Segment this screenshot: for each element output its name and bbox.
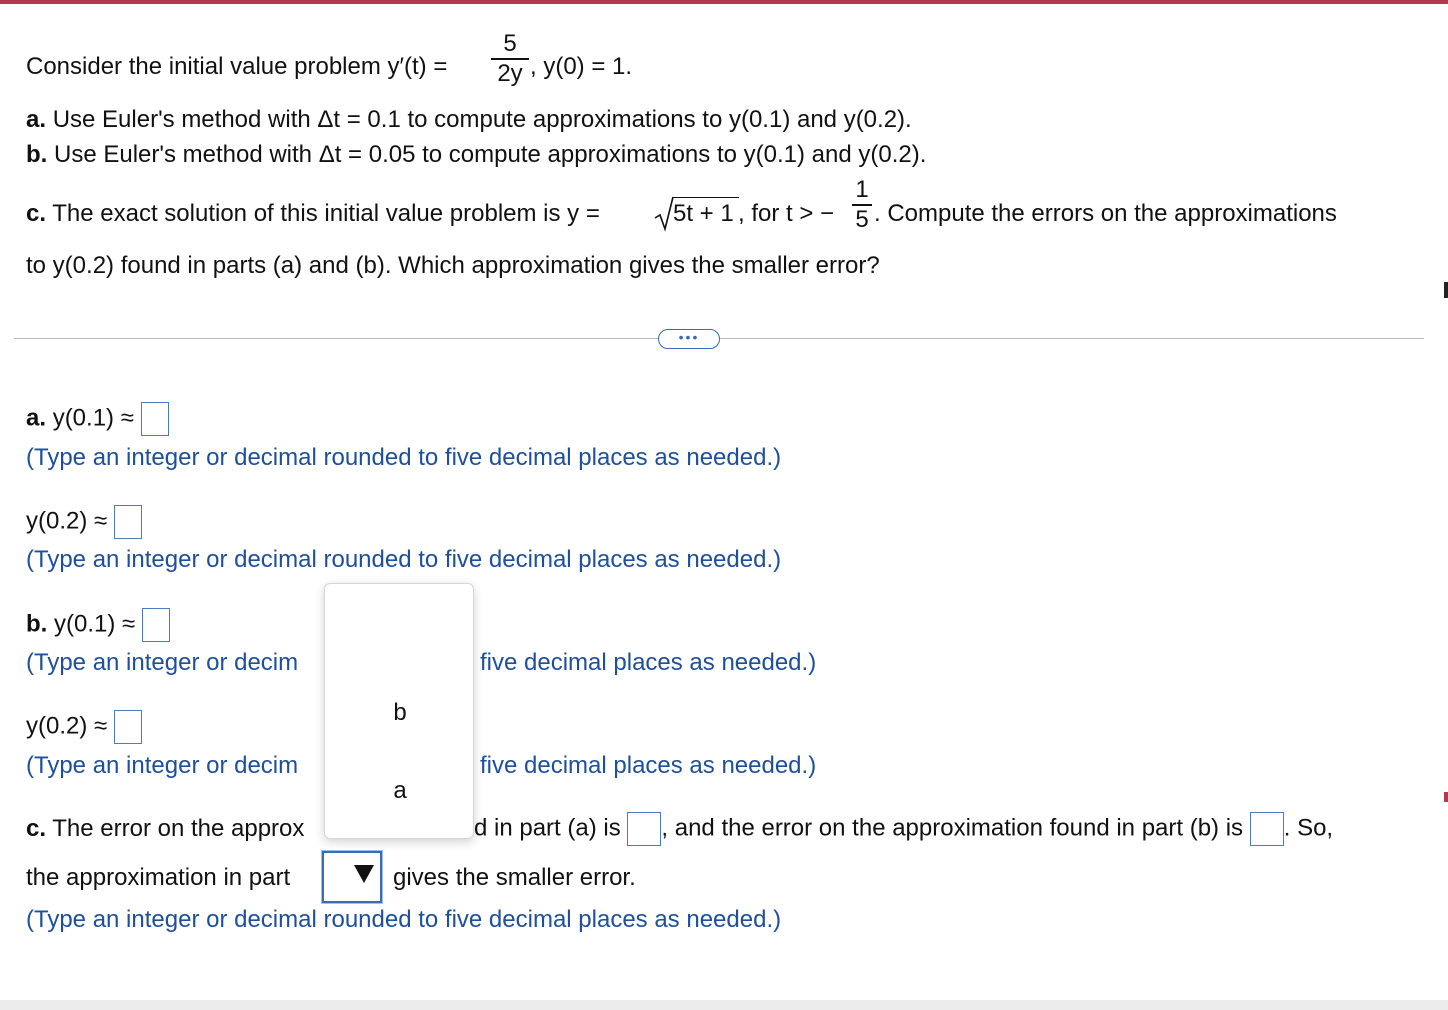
part-c-question: to y(0.2) found in parts (a) and (b). Which approximation gives the smaller error? xyxy=(26,252,880,279)
ivp-fraction xyxy=(491,30,529,88)
window-edge-accent xyxy=(1444,792,1448,802)
answer-a-y02-hint: (Type an integer or decimal rounded to five decimal places as needed.) xyxy=(26,546,782,573)
answer-a-y01-row: a. y(0.1) ≈ xyxy=(26,402,169,436)
dropdown-options-popup xyxy=(324,583,474,839)
part-a-statement: a. Use Euler's method with Δt = 0.1 to compute approximations to y(0.1) and y(0.2). xyxy=(26,106,912,133)
problem-intro: Consider the initial value problem y′(t) = xyxy=(26,53,448,80)
answer-b-y02-input[interactable] xyxy=(114,710,142,744)
domain-fraction xyxy=(852,176,872,234)
domain-fraction-denominator: 5 xyxy=(855,206,869,233)
answer-a-y01-hint: (Type an integer or decimal rounded to five decimal places as needed.) xyxy=(26,444,782,471)
answer-c-error-a-input[interactable] xyxy=(627,812,661,846)
part-b-statement: b. Use Euler's method with Δt = 0.05 to compute approximations to y(0.1) and y(0.2). xyxy=(26,141,927,168)
answer-b-y01-hint-left: (Type an integer or decim xyxy=(26,649,299,676)
show-more-button[interactable]: ••• xyxy=(658,329,720,349)
part-c-statement: c. The exact solution of this initial value problem is y = xyxy=(26,200,600,227)
answer-c-error-b-input[interactable] xyxy=(1250,812,1284,846)
answer-a-y02-row: y(0.2) ≈ xyxy=(26,505,142,539)
bottom-bar xyxy=(0,1000,1448,1010)
answer-c-line2-pre: the approximation in part xyxy=(26,864,291,891)
ivp-initial-condition: , y(0) = 1. xyxy=(530,53,633,80)
ivp-fraction-numerator: 5 xyxy=(503,30,517,57)
answer-b-y02-hint-right: five decimal places as needed.) xyxy=(480,752,817,779)
answer-b-y01-row: b. y(0.1) ≈ xyxy=(26,608,170,642)
answer-b-y02-row: y(0.2) ≈ xyxy=(26,710,142,744)
answer-b-y01-input[interactable] xyxy=(142,608,170,642)
top-accent-bar xyxy=(0,0,1448,4)
dropdown-option-b[interactable]: b xyxy=(393,699,407,726)
part-c-instruction: . Compute the errors on the approximations xyxy=(874,200,1337,227)
ivp-fraction-denominator: 2y xyxy=(497,60,523,87)
answer-c-line2-post: gives the smaller error. xyxy=(393,864,636,891)
domain-fraction-numerator: 1 xyxy=(855,176,869,203)
answer-c-hint: (Type an integer or decimal rounded to five decimal places as needed.) xyxy=(26,906,782,933)
sqrt-expression xyxy=(654,194,744,234)
answer-b-y01-hint-right: five decimal places as needed.) xyxy=(480,649,817,676)
answer-c-row-end: d in part (a) is , and the error on the approximation found in part (b) is . So, xyxy=(474,812,1333,846)
answer-a-y02-input[interactable] xyxy=(114,505,142,539)
dropdown-option-a[interactable]: a xyxy=(393,777,407,804)
dropdown-arrow-icon xyxy=(354,865,374,883)
sqrt-symbol xyxy=(654,196,674,232)
part-c-domain: , for t > − xyxy=(738,200,835,227)
sqrt-content: 5t + 1 xyxy=(673,197,739,228)
answer-c-row-start: c. The error on the approx xyxy=(26,815,305,842)
window-edge-mark xyxy=(1444,282,1448,298)
answer-b-y02-hint-left: (Type an integer or decim xyxy=(26,752,299,779)
smaller-error-dropdown[interactable] xyxy=(322,851,382,903)
answer-a-y01-input[interactable] xyxy=(141,402,169,436)
